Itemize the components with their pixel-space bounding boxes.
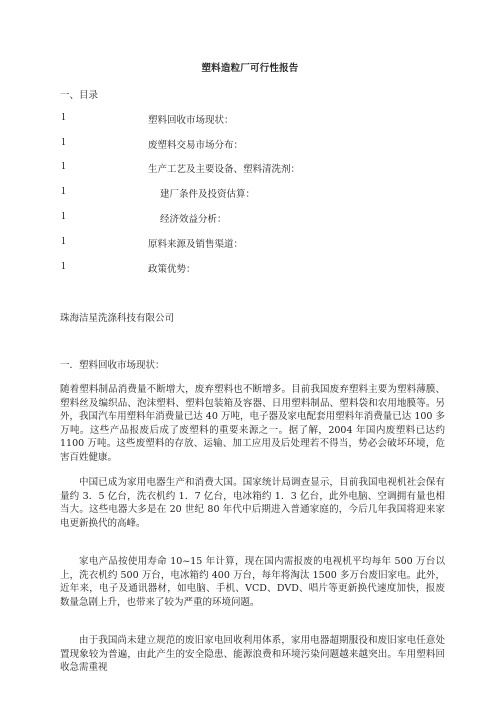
toc-bullet: l xyxy=(62,112,66,123)
body-paragraph: 随着塑料制品消费量不断增大，废弃塑料也不断增多。目前我国废弃塑料主要为塑料薄膜、塑料丝及编织品、泡沫塑料、塑料包装箱及容器、日用塑料制品、塑料袋和农用地膜等。另外，我国汽车用塑料年消费量已达 40 万吨，电子器及家电配套用塑料年消费量已达 100 多万吨。这些产品报废后成了废塑料的重要来源之一。据了解，2004 年国内废塑料已达约 1100 万吨。这些废塑料的存放、运输、加工应用及后处理若不得当，势必会破坏环境，危害百姓健康。 xyxy=(60,384,445,463)
toc-label: 塑料回收市场现状： xyxy=(148,115,234,126)
toc-bullet: l xyxy=(62,236,66,247)
toc-bullet: l xyxy=(62,186,66,197)
toc-item xyxy=(60,186,460,200)
body-paragraph: 中国已成为家用电器生产和消费大国。国家统计局调查显示，目前我国电视机社会保有量约 3．5 亿台，洗衣机约 1．7 亿台，电冰箱约 1．3 亿台，此外电脑、空调拥有量也相当大。这些电器大多是在 20 世纪 80 年代中后期进入普通家庭的，今后几年我国将迎来家电更新换代的高峰。 xyxy=(60,477,445,529)
toc-item xyxy=(60,161,460,175)
toc-bullet: l xyxy=(62,161,66,172)
toc-label: 建厂条件及投资估算： xyxy=(160,189,256,200)
toc-label: 生产工艺及主要设备、塑料清洗剂： xyxy=(148,164,301,175)
toc-heading: 一、目录 xyxy=(60,90,99,101)
toc-label: 原料来源及销售渠道： xyxy=(148,239,244,250)
toc-bullet: l xyxy=(62,261,66,272)
toc-item xyxy=(60,112,460,126)
toc-item xyxy=(60,211,460,225)
document-title: 塑料造粒厂可行性报告 xyxy=(201,63,299,74)
body-paragraph: 由于我国尚未建立规范的废旧家电回收利用体系，家用电器超期服役和废旧家电任意处置现象较为普遍，由此产生的安全隐患、能源浪费和环境污染问题越来越突出。车用塑料回收急需重视 xyxy=(60,635,445,673)
toc-bullet: l xyxy=(62,137,66,148)
toc-item xyxy=(60,261,460,275)
toc-bullet: l xyxy=(62,211,66,222)
toc-item xyxy=(60,236,460,250)
toc-label: 政策优势： xyxy=(148,264,196,275)
body-paragraph: 家电产品按使用寿命 10~15 年计算，现在国内需报废的电视机平均每年 500 万台以上，洗衣机约 500 万台，电冰箱约 400 万台，每年将淘汰 1500 多万台废旧家电。此外，近年来，电子及通讯器材，如电脑、手机、VCD、DVD、唱片等更新换代速度加快，报废数量急剧上升，也带来了较为严重的环境问题。 xyxy=(60,556,445,608)
toc-label: 废塑料交易市场分布： xyxy=(148,140,244,151)
section-heading: 一．塑料回收市场现状： xyxy=(60,360,165,371)
company-name: 珠海洁星洗涤科技有限公司 xyxy=(60,313,175,324)
toc-label: 经济效益分析： xyxy=(160,214,227,225)
toc-item xyxy=(60,137,460,151)
